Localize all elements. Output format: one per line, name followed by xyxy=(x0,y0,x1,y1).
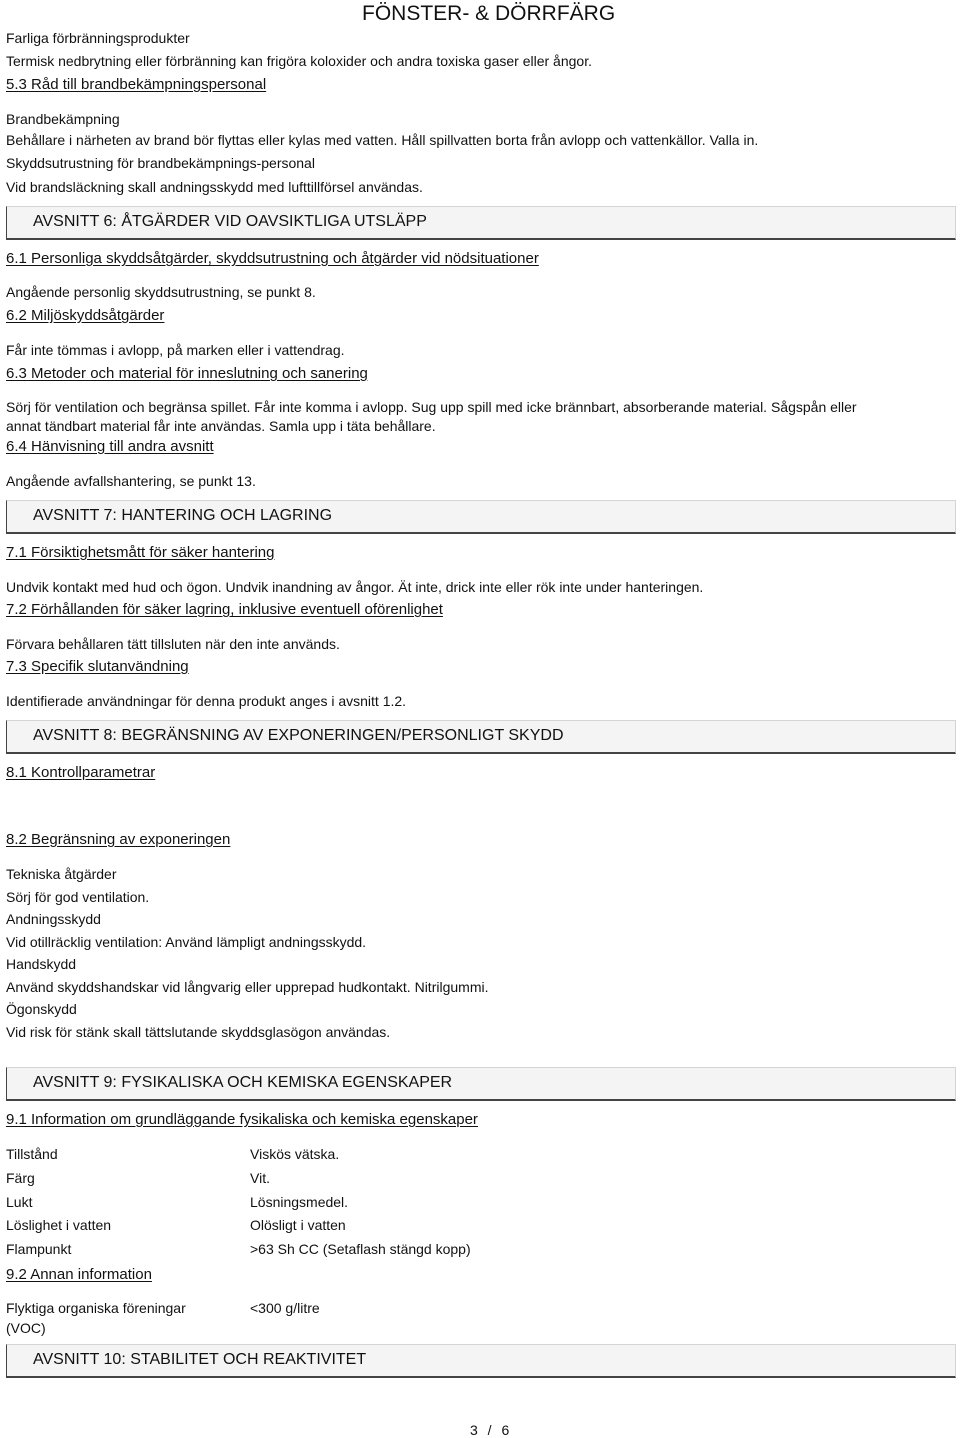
page-number: 3 / 6 xyxy=(470,1422,510,1438)
heading-7-1: 7.1 Försiktighetsmått för säker hantering xyxy=(6,544,275,561)
text-7-2: Förvara behållaren tätt tillsluten när den inte används. xyxy=(6,636,340,652)
property-label: Färg xyxy=(6,1170,35,1186)
property-label: Lukt xyxy=(6,1194,33,1210)
page-header-title: FÖNSTER- & DÖRRFÄRG xyxy=(362,2,616,25)
text-6-3a: Sörj för ventilation och begränsa spillet. Får inte komma i avlopp. Sug upp spill med icke brännbart, absorberande material. Sågspån eller xyxy=(6,399,857,415)
andningsskydd-label: Andningsskydd xyxy=(6,911,101,927)
heading-8-1: 8.1 Kontrollparametrar xyxy=(6,764,156,781)
brand-text: Behållare i närheten av brand bör flyttas eller kylas med vatten. Håll spillvatten borta från avlopp och vattenkällor. Valla in. xyxy=(6,132,759,148)
property-label: Löslighet i vatten xyxy=(6,1217,112,1233)
heading-6-2: 6.2 Miljöskyddsåtgärder xyxy=(6,307,165,324)
voc-label-line1: Flyktiga organiska föreningar xyxy=(6,1300,186,1316)
text-6-1: Angående personlig skyddsutrustning, se punkt 8. xyxy=(6,284,316,300)
section-6-heading: AVSNITT 6: ÅTGÄRDER VID OAVSIKTLIGA UTSLÄPP xyxy=(6,206,956,240)
heading-9-1: 9.1 Information om grundläggande fysikaliska och kemiska egenskaper xyxy=(6,1111,478,1128)
voc-label-line2: (VOC) xyxy=(6,1320,46,1336)
property-label: Flampunkt xyxy=(6,1241,72,1257)
ogonskydd-text: Vid risk för stänk skall tättslutande skyddsglasögon användas. xyxy=(6,1024,391,1040)
property-value: Viskös vätska. xyxy=(250,1146,340,1162)
section-8-heading: AVSNITT 8: BEGRÄNSNING AV EXPONERINGEN/PERSONLIGT SKYDD xyxy=(6,720,956,754)
text-6-3b: annat tändbart material får inte användas. Samla upp i täta behållare. xyxy=(6,418,436,434)
skydd-text: Vid brandsläckning skall andningsskydd med lufttillförsel användas. xyxy=(6,179,423,195)
tekniska-text: Sörj för god ventilation. xyxy=(6,889,150,905)
voc-value: <300 g/litre xyxy=(250,1300,320,1316)
heading-5-3: 5.3 Råd till brandbekämpningspersonal xyxy=(6,76,267,93)
tekniska-label: Tekniska åtgärder xyxy=(6,866,117,882)
brand-label: Brandbekämpning xyxy=(6,111,120,127)
andningsskydd-text: Vid otillräcklig ventilation: Använd lämpligt andningsskydd. xyxy=(6,934,367,950)
text-6-4: Angående avfallshantering, se punkt 13. xyxy=(6,473,256,489)
farliga-label: Farliga förbränningsprodukter xyxy=(6,30,190,46)
handskydd-label: Handskydd xyxy=(6,956,77,972)
section-10-heading: AVSNITT 10: STABILITET OCH REAKTIVITET xyxy=(6,1344,956,1378)
section-7-heading: AVSNITT 7: HANTERING OCH LAGRING xyxy=(6,500,956,534)
section-9-heading: AVSNITT 9: FYSIKALISKA OCH KEMISKA EGENSKAPER xyxy=(6,1067,956,1101)
text-7-3: Identifierade användningar för denna produkt anges i avsnitt 1.2. xyxy=(6,693,407,709)
skydd-label: Skyddsutrustning för brandbekämpnings-personal xyxy=(6,155,315,171)
handskydd-text: Använd skyddshandskar vid långvarig eller upprepad hudkontakt. Nitrilgummi. xyxy=(6,979,489,995)
heading-7-2: 7.2 Förhållanden för säker lagring, inklusive eventuell oförenlighet xyxy=(6,601,443,618)
property-value: Olösligt i vatten xyxy=(250,1217,346,1233)
ogonskydd-label: Ögonskydd xyxy=(6,1001,77,1017)
heading-6-4: 6.4 Hänvisning till andra avsnitt xyxy=(6,438,214,455)
property-value: Lösningsmedel. xyxy=(250,1194,349,1210)
heading-6-3: 6.3 Metoder och material för inneslutning och sanering xyxy=(6,365,368,382)
farliga-text: Termisk nedbrytning eller förbränning kan frigöra koloxider och andra toxiska gaser eller ångor. xyxy=(6,53,592,69)
property-label: Tillstånd xyxy=(6,1146,58,1162)
property-value: >63 Sh CC (Setaflash stängd kopp) xyxy=(250,1241,471,1257)
heading-6-1: 6.1 Personliga skyddsåtgärder, skyddsutrustning och åtgärder vid nödsituationer xyxy=(6,250,539,267)
property-value: Vit. xyxy=(250,1170,270,1186)
heading-7-3: 7.3 Specifik slutanvändning xyxy=(6,658,189,675)
text-7-1: Undvik kontakt med hud och ögon. Undvik inandning av ångor. Ät inte, drick inte eller rök inte under hanteringen. xyxy=(6,579,704,595)
text-6-2: Får inte tömmas i avlopp, på marken eller i vattendrag. xyxy=(6,342,345,358)
heading-9-2: 9.2 Annan information xyxy=(6,1266,152,1283)
heading-8-2: 8.2 Begränsning av exponeringen xyxy=(6,831,231,848)
